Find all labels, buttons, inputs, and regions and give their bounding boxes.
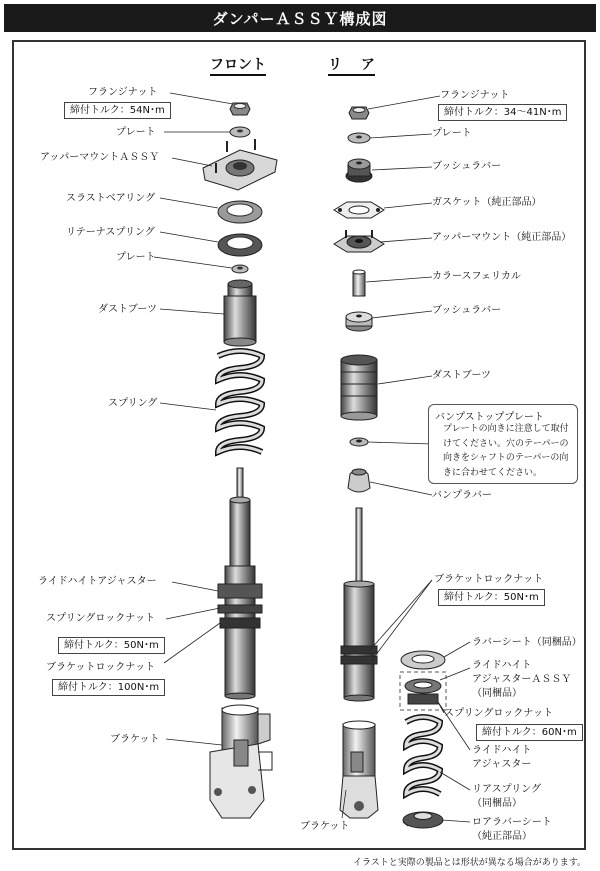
front-spring-lock-nut-torque: 締付トルク：50N･m	[58, 637, 165, 654]
front-retainer-spring-part	[218, 234, 262, 256]
rear-spring-part	[406, 717, 440, 794]
rear-bush-rubber-1-part	[346, 159, 372, 182]
rear-spring-label-1: リアスプリング	[472, 784, 541, 795]
front-spring-label: スプリング	[108, 398, 158, 409]
bump-stop-plate-callout	[428, 404, 578, 484]
front-flange-nut-label: フランジナット	[88, 87, 158, 98]
rear-ride-height-adjuster-assy-label-3: （同梱品）	[472, 688, 522, 699]
rear-upper-mount-label: アッパーマウント（純正部品）	[432, 232, 572, 243]
rear-plate-label: プレート	[432, 128, 472, 139]
front-dust-boot-label: ダストブーツ	[98, 304, 157, 315]
leader-lines	[154, 93, 470, 822]
front-plate-mid-label: プレート	[116, 252, 156, 263]
front-plate-mid-part	[232, 265, 248, 273]
bump-stop-plate-label: バンプストッププレート	[435, 412, 544, 423]
front-upper-mount-part	[203, 139, 277, 190]
front-retainer-spring-label: リテーナスプリング	[66, 227, 155, 238]
front-bracket-part	[210, 705, 272, 818]
rear-dust-boot-label: ダストブーツ	[432, 370, 491, 381]
rear-ride-height-adjuster-label-2: アジャスター	[472, 759, 532, 770]
front-bracket-lock-nut-label: ブラケットロックナット	[46, 662, 156, 673]
rear-lower-rubber-seat-label-2: （純正部品）	[472, 831, 532, 842]
rear-lower-rubber-seat-label-1: ロアラバーシート	[472, 817, 552, 828]
rear-gasket-part	[334, 202, 384, 218]
front-flange-nut-part	[230, 103, 250, 115]
rear-rubber-seat-label: ラバーシート（同梱品）	[472, 637, 582, 648]
rear-upper-mount-part	[334, 230, 384, 252]
front-bracket-lock-nut-torque: 締付トルク：100N･m	[52, 679, 165, 696]
rear-collar-part	[353, 270, 365, 296]
rear-column-heading: リ ア	[328, 56, 375, 76]
front-damper-body-part	[218, 468, 262, 699]
front-thrust-bearing-label: スラストベアリング	[66, 193, 156, 204]
rear-bump-stop-plate-part	[350, 438, 368, 446]
rear-damper-body-part	[341, 508, 377, 701]
rear-spring-lock-nut-torque: 締付トルク：60N･m	[476, 724, 583, 741]
rear-rubber-seat-part	[401, 651, 445, 669]
rear-bracket-part	[340, 721, 378, 818]
rear-bump-rubber-label: バンプラバー	[432, 490, 492, 501]
rear-ride-height-adjuster-label-1: ライドハイト	[472, 745, 532, 756]
front-plate-top-part	[230, 127, 250, 137]
front-thrust-bearing-part	[218, 201, 262, 223]
front-ride-height-adjuster-label: ライドハイトアジャスター	[38, 576, 157, 587]
front-bracket-label: ブラケット	[110, 734, 160, 745]
front-dust-boot-part	[224, 280, 256, 346]
front-flange-nut-torque: 締付トルク：54N･m	[64, 102, 171, 119]
rear-bracket-lock-nut-label: ブラケットロックナット	[434, 574, 544, 585]
rear-flange-nut-part	[349, 107, 369, 119]
rear-spring-label-2: （同梱品）	[472, 798, 522, 809]
rear-gasket-label: ガスケット（純正部品）	[432, 197, 542, 208]
rear-bush-rubber-1-label: ブッシュラバー	[432, 161, 502, 172]
rear-plate-part	[348, 133, 370, 143]
rear-lower-rubber-seat-part	[403, 812, 443, 828]
rear-bush-rubber-2-label: ブッシュラバー	[432, 305, 502, 316]
front-column-heading: フロント	[210, 56, 266, 76]
front-plate-top-label: プレート	[116, 127, 156, 138]
footer-disclaimer: イラストと実際の製品とは形状が異なる場合があります。	[352, 858, 586, 868]
rear-flange-nut-label: フランジナット	[440, 90, 510, 101]
front-spring-lock-nut-label: スプリングロックナット	[46, 613, 155, 624]
rear-bump-rubber-part	[348, 469, 370, 492]
rear-bracket-label: ブラケット	[300, 821, 350, 832]
bump-stop-plate-note: プレートの向きに注意して取付けてください。穴のテーパーの向きをシャフトのテーパーの向きに合わせてください。	[443, 424, 569, 478]
rear-flange-nut-torque: 締付トルク：34～41N･m	[438, 104, 567, 121]
rear-collar-label: カラースフェリカル	[432, 271, 521, 282]
rear-ride-height-adjuster-assy-label-2: アジャスターＡＳＳＹ	[472, 674, 572, 685]
front-spring-part	[214, 351, 266, 464]
front-upper-mount-label: アッパーマウントＡＳＳＹ	[40, 152, 160, 163]
rear-ride-height-adjuster-assy-label-1: ライドハイト	[472, 660, 532, 671]
rear-spring-lock-nut-label: スプリングロックナット	[444, 708, 553, 719]
rear-dust-boot-part	[341, 355, 377, 420]
rear-bracket-lock-nut-torque: 締付トルク：50N･m	[438, 589, 545, 606]
rear-bush-rubber-2-part	[346, 312, 372, 331]
page-title: ダンパーＡＳＳＹ構成図	[4, 4, 596, 32]
